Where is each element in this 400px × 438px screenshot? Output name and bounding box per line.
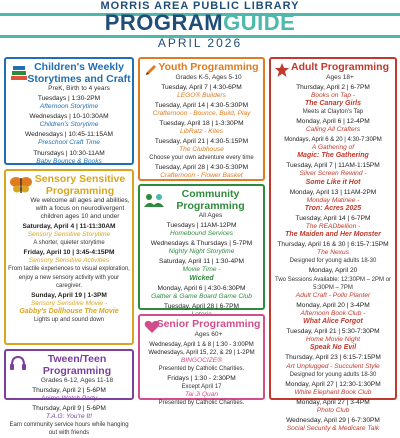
adult-subtitle: Ages 18+ <box>326 73 354 81</box>
tween-subtitle: Grades 6-12, Ages 11-18 <box>40 377 114 384</box>
sensory-event: Friday, April 10 | 3:45-4:15PM Sensory Sensitive Activities From tactile experiences to visual exploration, enjoy a new sensory activity with your caregiver. <box>8 249 130 289</box>
community-event: Wednesdays & Thursdays | 5-7PM Nighty Night Storytime <box>150 240 253 256</box>
youth-subtitle: Grades K-5, Ages 5-10 <box>175 73 242 81</box>
youth-event: Tuesday, April 28 | 4:30-5:30PM Crafternoon - Flower Basket <box>154 164 249 180</box>
community-event: Tuesdays | 11AM-12PM Homebound Services <box>166 222 237 238</box>
adult-event: Monday, April 20 | 3-4PM Afternoon Book Club - What Alice Forgot <box>296 301 370 326</box>
adult-event: Monday, April 20 Two Sessions Available: 12:30PM – 2PM or 5:30PM – 7PM Adult Craft - Pollo Planter <box>275 267 391 299</box>
youth-section <box>138 57 265 181</box>
adult-title: Adult Programming <box>290 61 389 73</box>
tween-event: Thursday, April 9 | 5-6PM T.A.G: You're It! Earn community service hours while hanging out with friends <box>9 405 129 437</box>
adult-event: Wednesday, April 29 | 6-7:30PM Social Security & Medicare Talk <box>286 417 380 433</box>
adult-event: Monday, April 13 | 11AM-2PM Monday Matinee - Tron: Acres 2025 <box>289 188 377 212</box>
community-subtitle: All Ages <box>198 212 223 219</box>
adult-section <box>269 57 397 433</box>
senior-section <box>138 314 265 407</box>
adult-event: Tuesday, April 21 | 5:30-7:30PM Home Movie Night Speak No Evil <box>286 328 380 352</box>
senior-event: Fridays | 1:30 - 2:30PM Except April 17 Tai Ji Quan Presented by Catholic Charities. <box>158 374 245 407</box>
youth-title: Youth Programming <box>158 61 259 73</box>
community-title: Community Programming <box>176 188 245 212</box>
adult-event: Monday, April 6 | 12-4PM Calling All Crafters <box>296 117 370 133</box>
adult-event: Thursday, April 23 | 6:15-7:15PM Art Unplugged - Succulent Style Designed for young adults 18-30 <box>285 354 381 378</box>
sensory-event: Sunday, April 19 | 1-3PM Sensory Sensitive Movie - Gabby's Dollhouse The Movie Lights up and sound down <box>19 291 119 324</box>
adult-event: Tuesday, April 14 | 6-7PM The READbellion - The Maiden and Her Monster <box>285 214 381 239</box>
page-title <box>0 11 400 35</box>
adult-event: Monday, April 27 | 12:30-1:30PM White Elephant Book Club <box>285 380 381 396</box>
storytime-event: Wednesdays | 10:45-11:15AM Preschool Craft Time <box>25 131 113 147</box>
community-event: Monday, April 6 | 4:30-6:30PM Gather & Game Board Game Club <box>151 284 252 300</box>
sensory-subtitle: We welcome all ages and abilities, with a focus on neurodivergent children ages 10 and under <box>30 197 130 220</box>
storytime-event: Thursdays | 10:30-11AM Baby Bounce & Books <box>33 149 105 165</box>
adult-event: Thursday, April 2 | 6-7PM Books on Tap - The Canary Girls Meets at Clayton's Tap <box>296 83 370 115</box>
issue-date: APRIL 2026 <box>157 36 243 50</box>
tween-event: Thursday, April 2 | 5-6PM Anime Watch Party <box>32 387 106 403</box>
youth-event: Tuesday, April 14 | 4:30-5:30PM Crafternoon - Bounce, Build, Play <box>152 101 251 117</box>
senior-subtitle: Ages 60+ <box>194 330 223 338</box>
adult-event: Monday, April 27 | 3-4PM Photo Club <box>296 398 370 414</box>
library-name: MORRIS AREA PUBLIC LIBRARY <box>100 0 300 12</box>
adult-event: Thursday, April 16 & 30 | 6:15-7:15PM The Nexus Designed for young adults 18-30 <box>277 241 389 265</box>
senior-event: Wednesday, April 1 & 8 | 1:30 - 3:00PM Wednesdays, April 15, 22, & 29 | 1-2PM BINGOCIZE® Presented by Catholic Charities. <box>148 341 255 372</box>
title-part-guide: GUIDE <box>223 10 296 35</box>
page-header <box>0 0 400 54</box>
senior-title: Senior Programming <box>156 318 261 330</box>
sensory-title: Sensory Sensitive Programming <box>34 173 126 197</box>
youth-event: Tuesday, April 7 | 4:30-6PM LEGO® Builders <box>161 83 242 99</box>
storytime-subtitle: PreK, Birth to 4 years <box>48 85 110 92</box>
youth-event: Tuesday, April 21 | 4:30-5:15PM The Clubhouse Choose your own adventure every time <box>149 138 254 162</box>
youth-event: Tuesday, April 18 | 1-3:30PM LibRatz - Kites <box>159 119 244 135</box>
title-part-program: PROGRAM <box>104 10 224 35</box>
community-event: Tuesday, April 28 | 6-7PM <box>163 302 239 310</box>
tween-title: Tween/Teen Programming <box>42 353 112 377</box>
adult-event: Tuesday, April 7 | 11AM-1:15PM Silver Screen Rewind - Some Like it Hot <box>286 162 380 186</box>
storytime-event: Wednesdays | 10-10:30AM Children's Storytime <box>29 113 109 129</box>
adult-event: Mondays, April 6 & 20 | 4:30-7:30PM A Gathering of Magic: The Gathering <box>284 137 382 160</box>
sensory-section <box>4 169 134 345</box>
tween-section <box>4 349 134 437</box>
sensory-event: Saturday, April 4 | 11-11:30AM Sensory Sensitive Storytime A shorter, quieter storytime <box>22 223 116 247</box>
storytime-title: Children's Weekly Storytimes and Craft <box>27 61 131 85</box>
community-section <box>138 184 265 310</box>
storytime-event: Tuesdays | 1:30-2PM Afternoon Storytime <box>37 95 101 111</box>
storytime-section <box>4 57 134 165</box>
community-event: Saturday, April 11 | 1:30-4PM Movie Time - Wicked <box>158 258 245 282</box>
